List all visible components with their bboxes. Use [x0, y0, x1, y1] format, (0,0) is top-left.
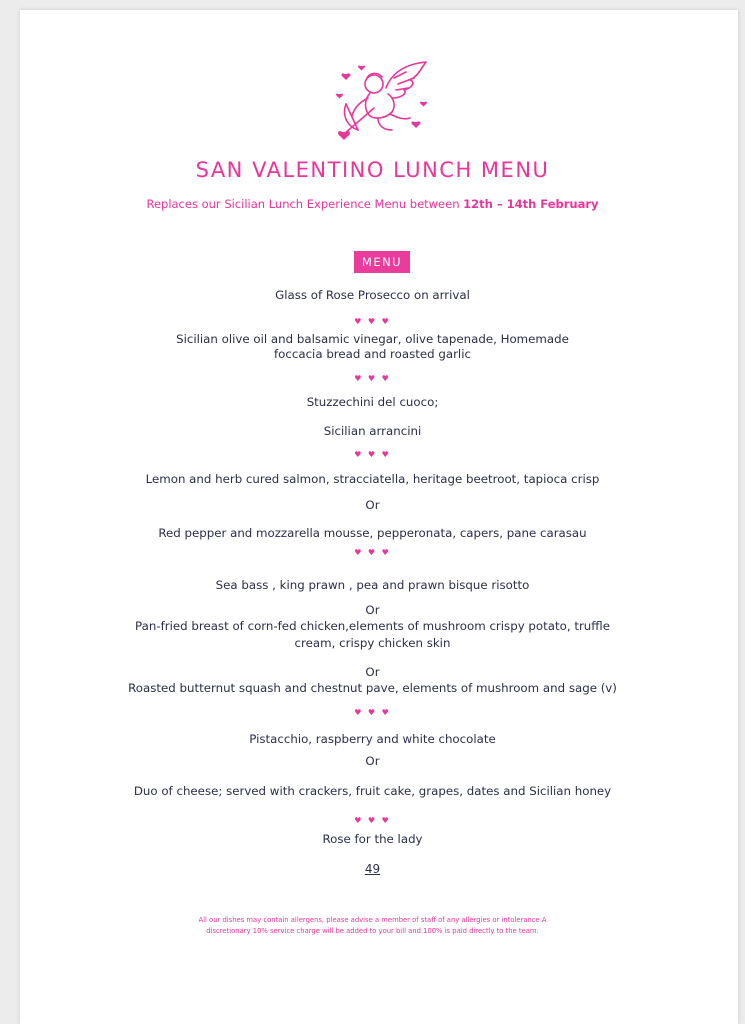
or-separator: Or [365, 665, 380, 679]
menu-badge: MENU [354, 251, 410, 273]
menu-price: 49 [364, 862, 381, 876]
page-subtitle [0, 197, 745, 211]
main-option-3: Roasted butternut squash and chestnut pave, elements of mushroom and sage (v) [128, 681, 617, 695]
main-option-1: Sea bass , king prawn , pea and prawn bisque risotto [215, 578, 530, 592]
heart-divider: ♥ ♥ ♥ [354, 450, 391, 459]
heart-divider: ♥ ♥ ♥ [354, 708, 391, 717]
heart-divider: ♥ ♥ ♥ [354, 816, 391, 825]
main-option-2-line1: Pan-fried breast of corn-fed chicken,elements of mushroom crispy potato, truffle [135, 619, 610, 633]
or-separator: Or [365, 603, 380, 617]
allergen-notice-line1: All our dishes may contain allergens, please advise a member of staff of any allergies or intolerance A [198, 916, 547, 924]
cupid-icon [334, 58, 430, 142]
heart-divider: ♥ ♥ ♥ [354, 317, 391, 326]
starter-option-1: Lemon and herb cured salmon, stracciatella, heritage beetroot, tapioca crisp [145, 472, 600, 486]
allergen-notice-line2: discretionary 10% service charge will be added to your bill and 100% is paid directly to the team. [206, 927, 539, 935]
course-bread-line2: foccacia bread and roasted garlic [274, 347, 471, 361]
dessert-option-1: Pistacchio, raspberry and white chocolate [249, 732, 496, 746]
course-arrancini: Sicilian arrancini [323, 424, 422, 438]
heart-divider: ♥ ♥ ♥ [354, 548, 391, 557]
course-stuzzechini: Stuzzechini del cuoco; [306, 395, 439, 409]
or-separator: Or [365, 498, 380, 512]
dessert-option-2: Duo of cheese; served with crackers, fruit cake, grapes, dates and Sicilian honey [133, 784, 612, 798]
allergen-notice [0, 915, 745, 937]
course-arrival: Glass of Rose Prosecco on arrival [275, 288, 470, 302]
starter-option-2: Red pepper and mozzarella mousse, pepperonata, capers, pane carasau [158, 526, 587, 540]
page-title: SAN VALENTINO LUNCH MENU [195, 158, 550, 182]
rose-for-lady: Rose for the lady [322, 832, 423, 846]
main-option-2-line2: cream, crispy chicken skin [294, 636, 451, 650]
subtitle-text: Replaces our Sicilian Lunch Experience Menu between [146, 197, 464, 211]
course-bread-line1: Sicilian olive oil and balsamic vinegar, olive tapenade, Homemade [176, 332, 569, 346]
heart-divider: ♥ ♥ ♥ [354, 374, 391, 383]
subtitle-dates: 12th – 14th February [463, 197, 599, 211]
or-separator: Or [365, 754, 380, 768]
